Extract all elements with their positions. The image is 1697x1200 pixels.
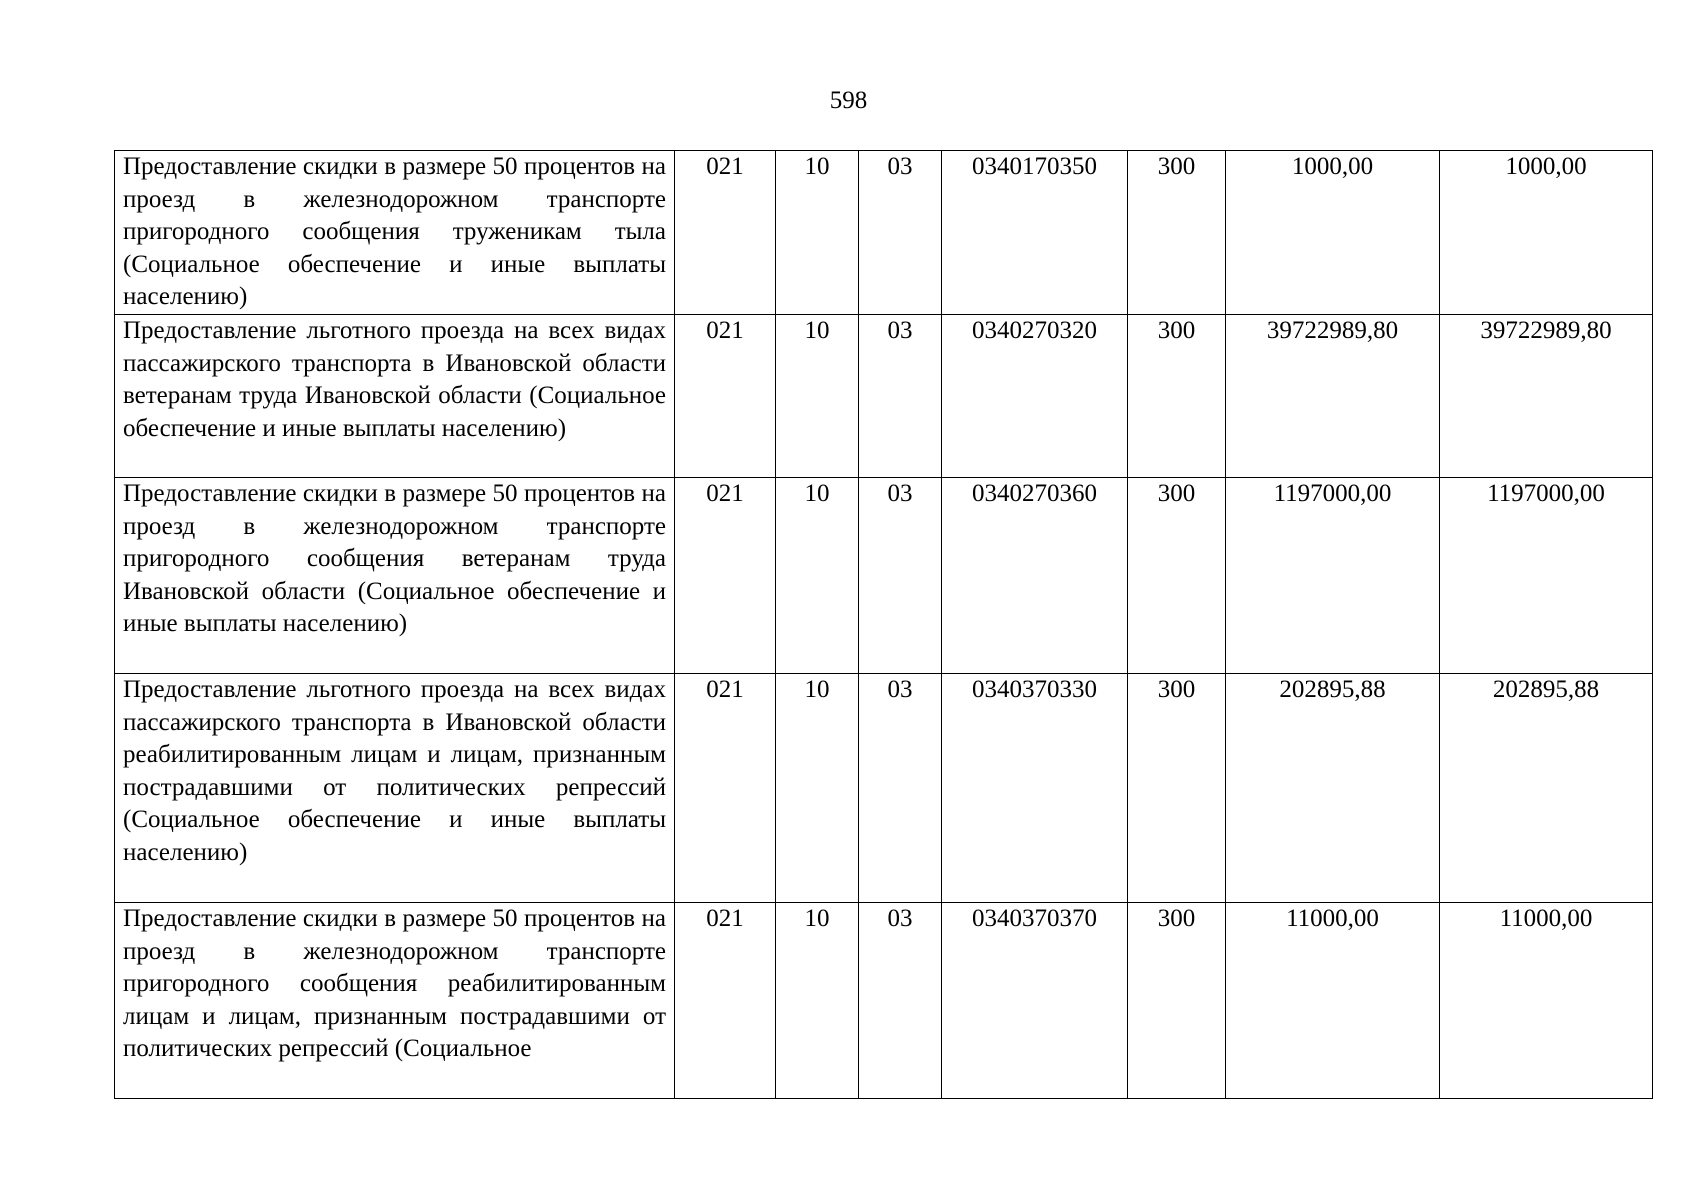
target-article-cell: 0340370370: [942, 902, 1128, 1098]
expense-type-cell: 300: [1128, 902, 1226, 1098]
ministry-code-cell: 021: [675, 477, 776, 673]
description-cell: Предоставление льготного проезда на всех видах пассажирского транспорта в Ивановской области реабилитированным лицам и лицам, признанным пострадавшими от политических репрессий (Социальное обеспечение и иные выплаты населению): [115, 673, 675, 902]
amount-1-cell: 1197000,00: [1226, 477, 1440, 673]
budget-table: [114, 150, 1653, 1099]
expense-type-cell: 300: [1128, 151, 1226, 315]
description-cell: Предоставление льготного проезда на всех видах пассажирского транспорта в Ивановской области ветеранам труда Ивановской области (Социальное обеспечение и иные выплаты населению): [115, 314, 675, 477]
table-row: [115, 902, 1653, 1098]
table-row: [115, 151, 1653, 315]
subsection-code-cell: 03: [859, 314, 942, 477]
target-article-cell: 0340270320: [942, 314, 1128, 477]
description-cell: Предоставление скидки в размере 50 процентов на проезд в железнодорожном транспорте пригородного сообщения реабилитированным лицам и лицам, признанным пострадавшими от политических репрессий (Социальное: [115, 902, 675, 1098]
amount-2-cell: 11000,00: [1440, 902, 1653, 1098]
section-code-cell: 10: [776, 477, 859, 673]
table-row: [115, 673, 1653, 902]
amount-2-cell: 202895,88: [1440, 673, 1653, 902]
table-row: [115, 314, 1653, 477]
target-article-cell: 0340370330: [942, 673, 1128, 902]
amount-1-cell: 1000,00: [1226, 151, 1440, 315]
section-code-cell: 10: [776, 151, 859, 315]
amount-1-cell: 39722989,80: [1226, 314, 1440, 477]
section-code-cell: 10: [776, 314, 859, 477]
expense-type-cell: 300: [1128, 314, 1226, 477]
amount-1-cell: 202895,88: [1226, 673, 1440, 902]
subsection-code-cell: 03: [859, 151, 942, 315]
expense-type-cell: 300: [1128, 673, 1226, 902]
subsection-code-cell: 03: [859, 902, 942, 1098]
amount-2-cell: 39722989,80: [1440, 314, 1653, 477]
ministry-code-cell: 021: [675, 314, 776, 477]
section-code-cell: 10: [776, 902, 859, 1098]
expense-type-cell: 300: [1128, 477, 1226, 673]
amount-2-cell: 1000,00: [1440, 151, 1653, 315]
amount-1-cell: 11000,00: [1226, 902, 1440, 1098]
ministry-code-cell: 021: [675, 902, 776, 1098]
target-article-cell: 0340270360: [942, 477, 1128, 673]
amount-2-cell: 1197000,00: [1440, 477, 1653, 673]
subsection-code-cell: 03: [859, 477, 942, 673]
description-cell: Предоставление скидки в размере 50 процентов на проезд в железнодорожном транспорте пригородного сообщения ветеранам труда Ивановской области (Социальное обеспечение и иные выплаты населению): [115, 477, 675, 673]
ministry-code-cell: 021: [675, 151, 776, 315]
description-cell: Предоставление скидки в размере 50 процентов на проезд в железнодорожном транспорте пригородного сообщения труженикам тыла (Социальное обеспечение и иные выплаты населению): [115, 151, 675, 315]
page-number: 598: [829, 87, 868, 114]
target-article-cell: 0340170350: [942, 151, 1128, 315]
subsection-code-cell: 03: [859, 673, 942, 902]
table-row: [115, 477, 1653, 673]
ministry-code-cell: 021: [675, 673, 776, 902]
section-code-cell: 10: [776, 673, 859, 902]
